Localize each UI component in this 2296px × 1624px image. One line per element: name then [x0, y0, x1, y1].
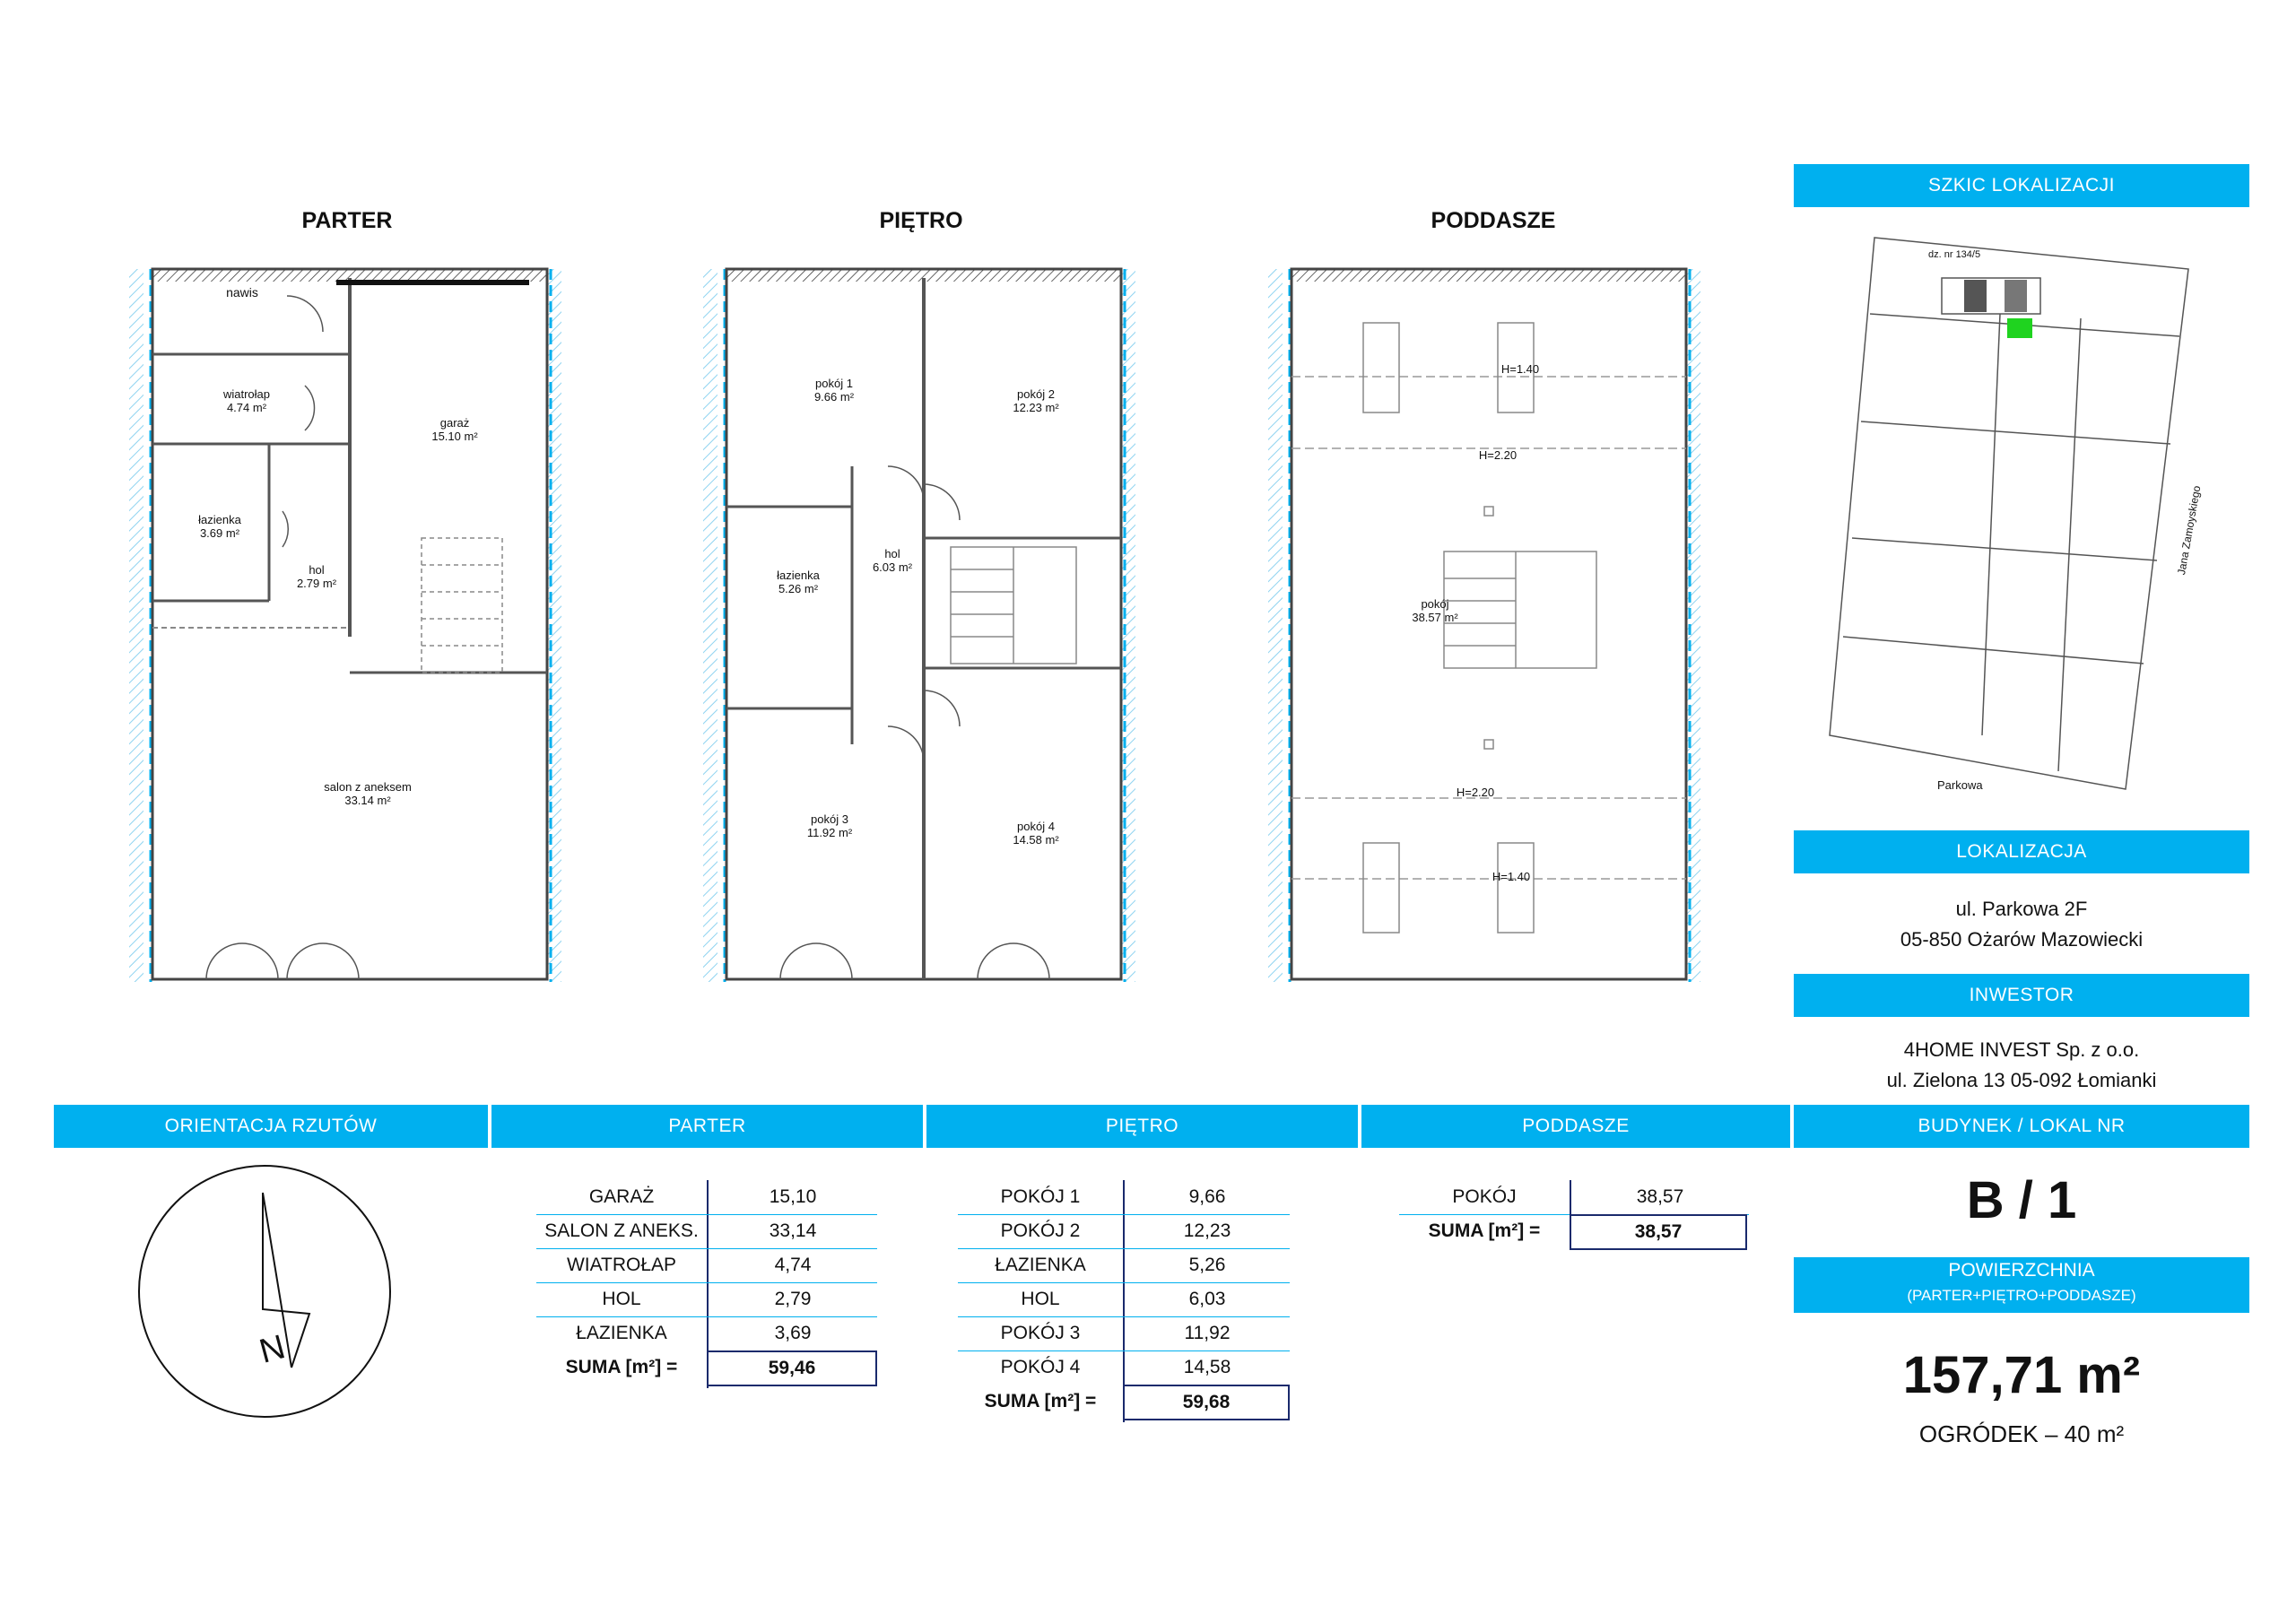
unit-header: BUDYNEK / LOKAL NR	[1794, 1105, 2249, 1148]
compass-north-label: N	[255, 1328, 290, 1371]
poddasze-room-pokoj: pokój 38.57 m²	[1412, 597, 1458, 624]
table-row: WIATROŁAP 4,74	[536, 1248, 877, 1283]
parter-room-lazienka: łazienka 3.69 m²	[198, 513, 241, 540]
poddasze-plan-title: PODDASZE	[1431, 208, 1556, 233]
investor-details: 4HOME INVEST Sp. z o.o. ul. Zielona 13 05-092 Łomianki	[1886, 1038, 2157, 1091]
pietro-room-hol: hol 6.03 m²	[872, 547, 913, 574]
table-row: HOL 2,79	[536, 1282, 877, 1317]
parter-room-hol: hol 2.79 m²	[296, 563, 337, 590]
parter-room-salon: salon z aneksem 33.14 m²	[324, 780, 412, 807]
parter-room-nawis: nawis	[226, 285, 258, 300]
poddasze-header: PODDASZE	[1361, 1105, 1790, 1148]
location-address: ul. Parkowa 2F 05-850 Ożarów Mazowiecki	[1900, 898, 2144, 951]
table-row: GARAŻ 15,10	[536, 1180, 877, 1215]
table-row: SALON Z ANEKS. 33,14	[536, 1214, 877, 1249]
poddasze-height-label: H=1.40	[1500, 362, 1540, 376]
parter-header: PARTER	[491, 1105, 923, 1148]
unit-number: B / 1	[1966, 1171, 2077, 1229]
pietro-plan-title: PIĘTRO	[879, 208, 963, 233]
total-area-value: 157,71 m²	[1902, 1346, 2141, 1404]
table-row: POKÓJ 3 11,92	[958, 1316, 1290, 1351]
table-sum-row: SUMA [m²] = 59,68	[958, 1385, 1290, 1419]
table-row: POKÓJ 2 12,23	[958, 1214, 1290, 1249]
poddasze-height-label: H=2.20	[1456, 786, 1495, 799]
total-area-header: POWIERZCHNIA (PARTER+PIĘTRO+PODDASZE)	[1794, 1257, 2249, 1313]
table-row: HOL 6,03	[958, 1282, 1290, 1317]
poddasze-height-label: H=2.20	[1478, 448, 1518, 462]
poddasze-height-label: H=1.40	[1492, 870, 1531, 883]
orientation-header: ORIENTACJA RZUTÓW	[54, 1105, 488, 1148]
street-label-zamoyskiego: Jana Zamoyskiego	[2175, 484, 2204, 577]
location-sketch-map	[1821, 233, 2242, 807]
table-row: POKÓJ 38,57	[1399, 1180, 1749, 1215]
table-sum-row: SUMA [m²] = 59,46	[536, 1350, 877, 1385]
pietro-header: PIĘTRO	[926, 1105, 1358, 1148]
parter-plan-title: PARTER	[301, 208, 393, 233]
location-header: LOKALIZACJA	[1794, 830, 2249, 873]
parter-room-garaz: garaż 15.10 m²	[431, 416, 478, 443]
garden-area: OGRÓDEK – 40 m²	[1918, 1420, 2125, 1447]
pietro-plan	[703, 269, 1135, 982]
parter-room-wiatrolap: wiatrołap 4.74 m²	[222, 387, 271, 414]
table-row: ŁAZIENKA 3,69	[576, 1323, 812, 1343]
table-row: POKÓJ 1 9,66	[958, 1180, 1290, 1215]
pietro-room-pokoj1: pokój 1 9.66 m²	[813, 377, 855, 404]
parcel-label: dz. nr 134/5	[1928, 249, 1981, 260]
pietro-room-pokoj2: pokój 2 12.23 m²	[1013, 387, 1059, 414]
pietro-room-lazienka: łazienka 5.26 m²	[777, 569, 820, 595]
pietro-room-pokoj4: pokój 4 14.58 m²	[1013, 820, 1059, 847]
table-row: ŁAZIENKA 5,26	[958, 1248, 1290, 1283]
table-row: POKÓJ 4 14,58	[1000, 1357, 1231, 1377]
compass-icon	[130, 1157, 399, 1426]
parter-plan	[129, 269, 561, 982]
location-sketch-header: SZKIC LOKALIZACJI	[1794, 164, 2249, 207]
pietro-room-pokoj3: pokój 3 11.92 m²	[806, 812, 853, 839]
table-sum-row: SUMA [m²] = 38,57	[1399, 1214, 1749, 1248]
investor-header: INWESTOR	[1794, 974, 2249, 1017]
street-label-parkowa: Parkowa	[1937, 778, 1983, 792]
